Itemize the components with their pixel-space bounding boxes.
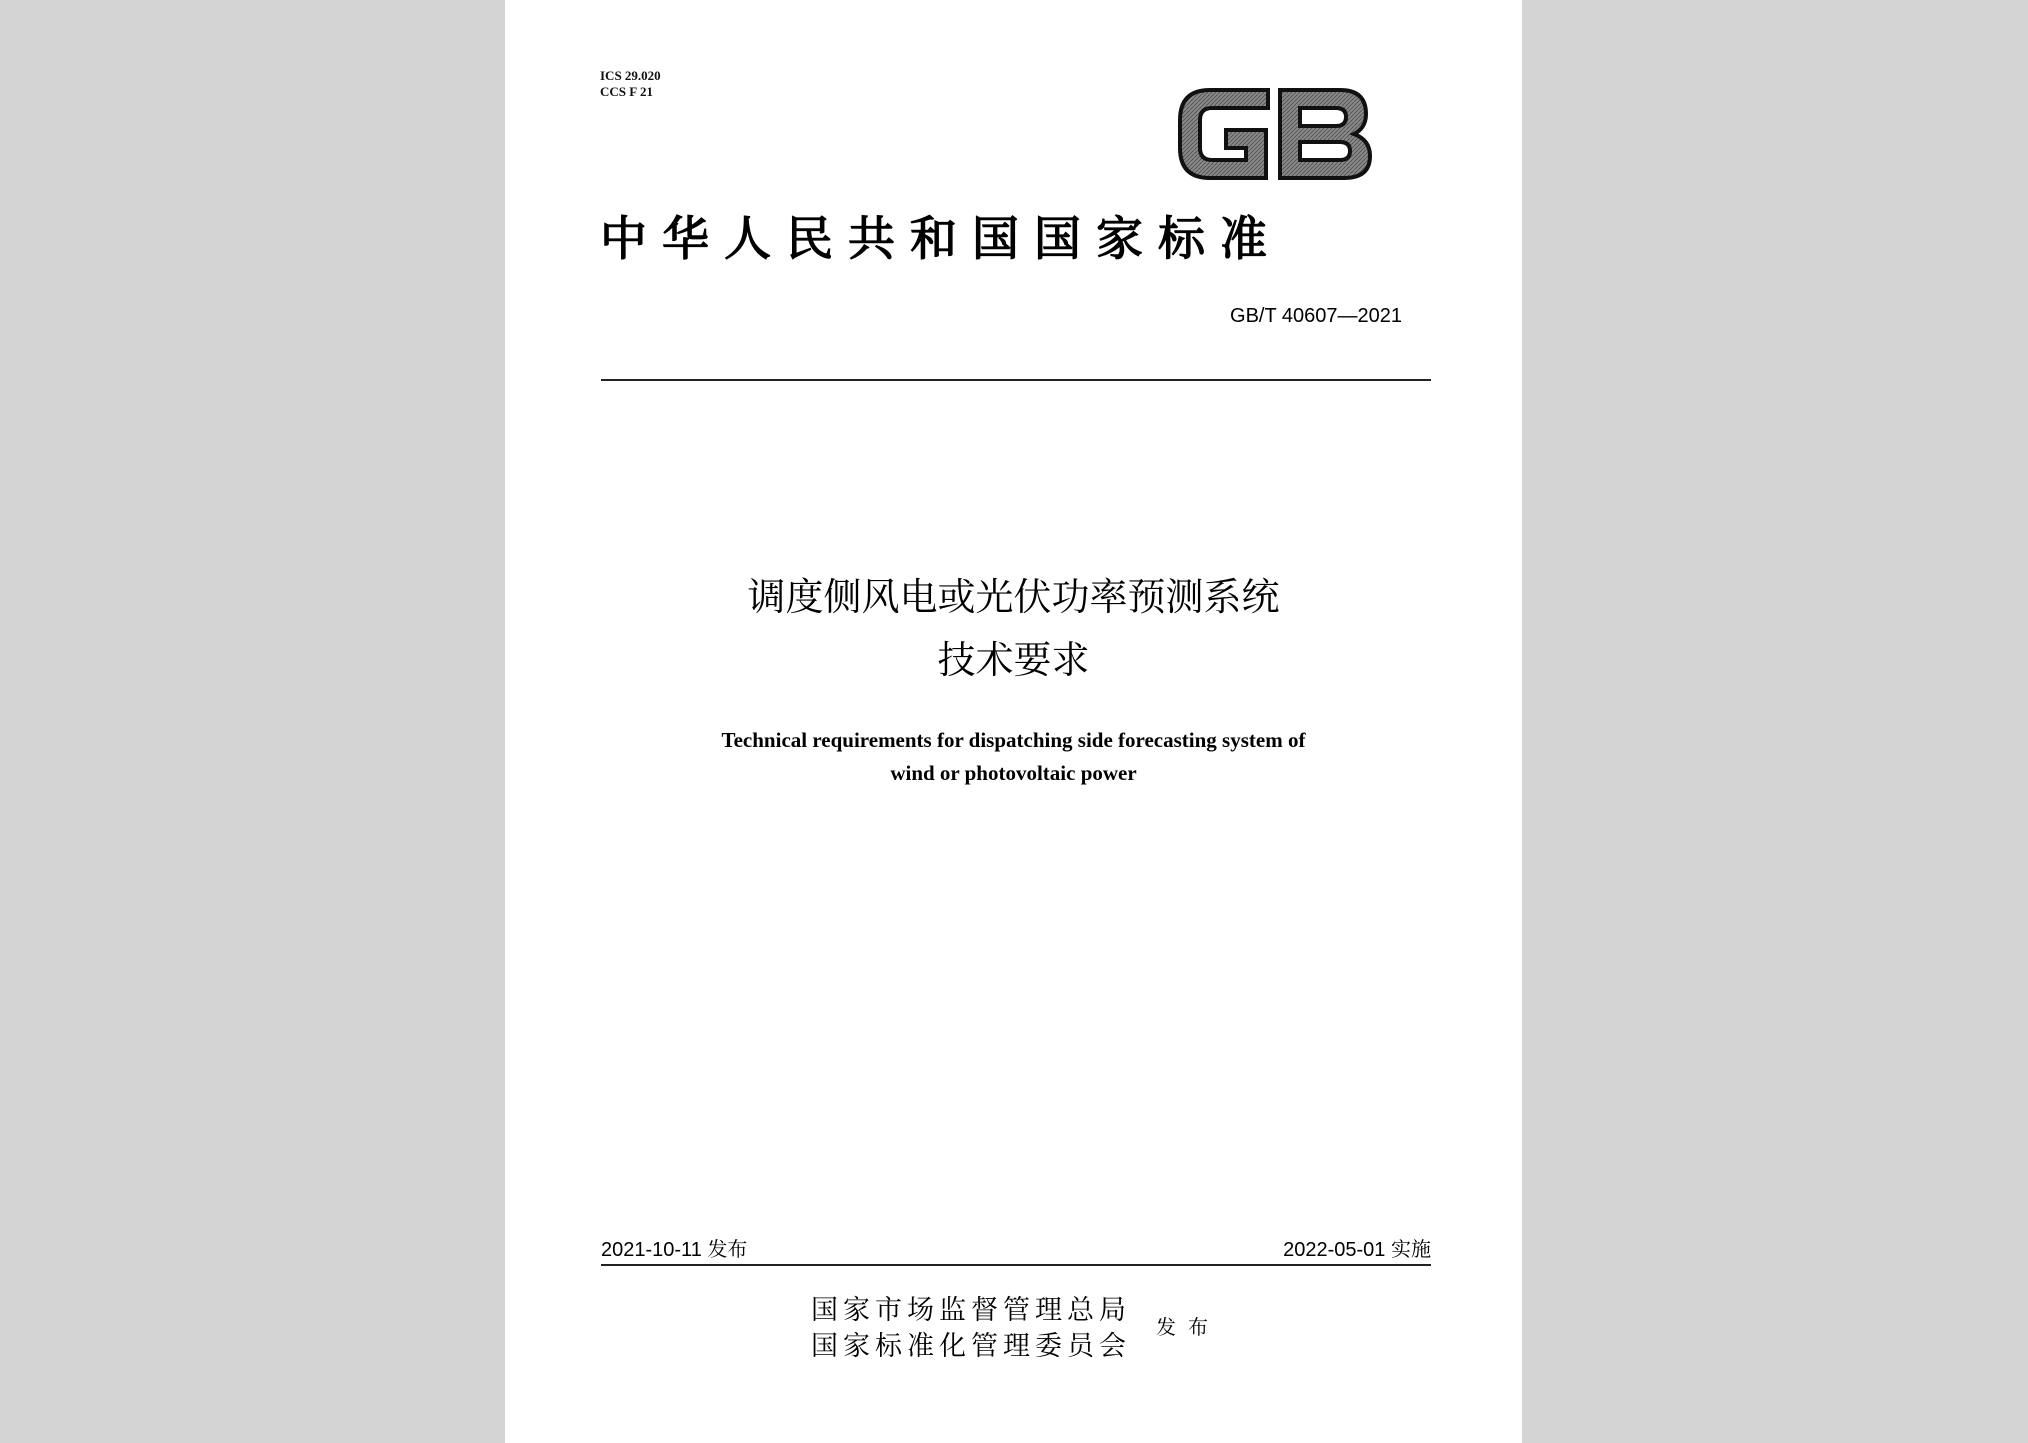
issuer-samr: 国家市场监督管理总局 [811, 1295, 1131, 1326]
publish-label: 发布 [1156, 1315, 1220, 1339]
classification-codes [600, 68, 661, 100]
implementation-date: 2022-05-01 实施 [1283, 1239, 1431, 1261]
standard-number: GB/T 40607—2021 [1230, 305, 1402, 327]
chinese-title-line1: 调度侧风电或光伏功率预测系统 [747, 575, 1280, 619]
standard-type-title: 中华人民共和国国家标准 [600, 212, 1282, 267]
footer-divider [601, 1264, 1431, 1266]
issuing-authorities [811, 1293, 1131, 1365]
document-page [505, 0, 1522, 1443]
gb-logo [1170, 78, 1380, 188]
chinese-title-line2: 技术要求 [937, 638, 1090, 682]
ccs-code: CCS F 21 [600, 84, 653, 99]
header-divider [601, 379, 1431, 381]
ics-code: ICS 29.020 [600, 68, 661, 83]
date-row [601, 1233, 1431, 1265]
issue-date: 2021-10-11 发布 [601, 1239, 748, 1261]
english-title-line2: wind or photovoltaic power [890, 761, 1137, 785]
issuer-sac: 国家标准化管理委员会 [811, 1331, 1131, 1362]
english-title-line1: Technical requirements for dispatching side forecasting system of [721, 728, 1306, 752]
